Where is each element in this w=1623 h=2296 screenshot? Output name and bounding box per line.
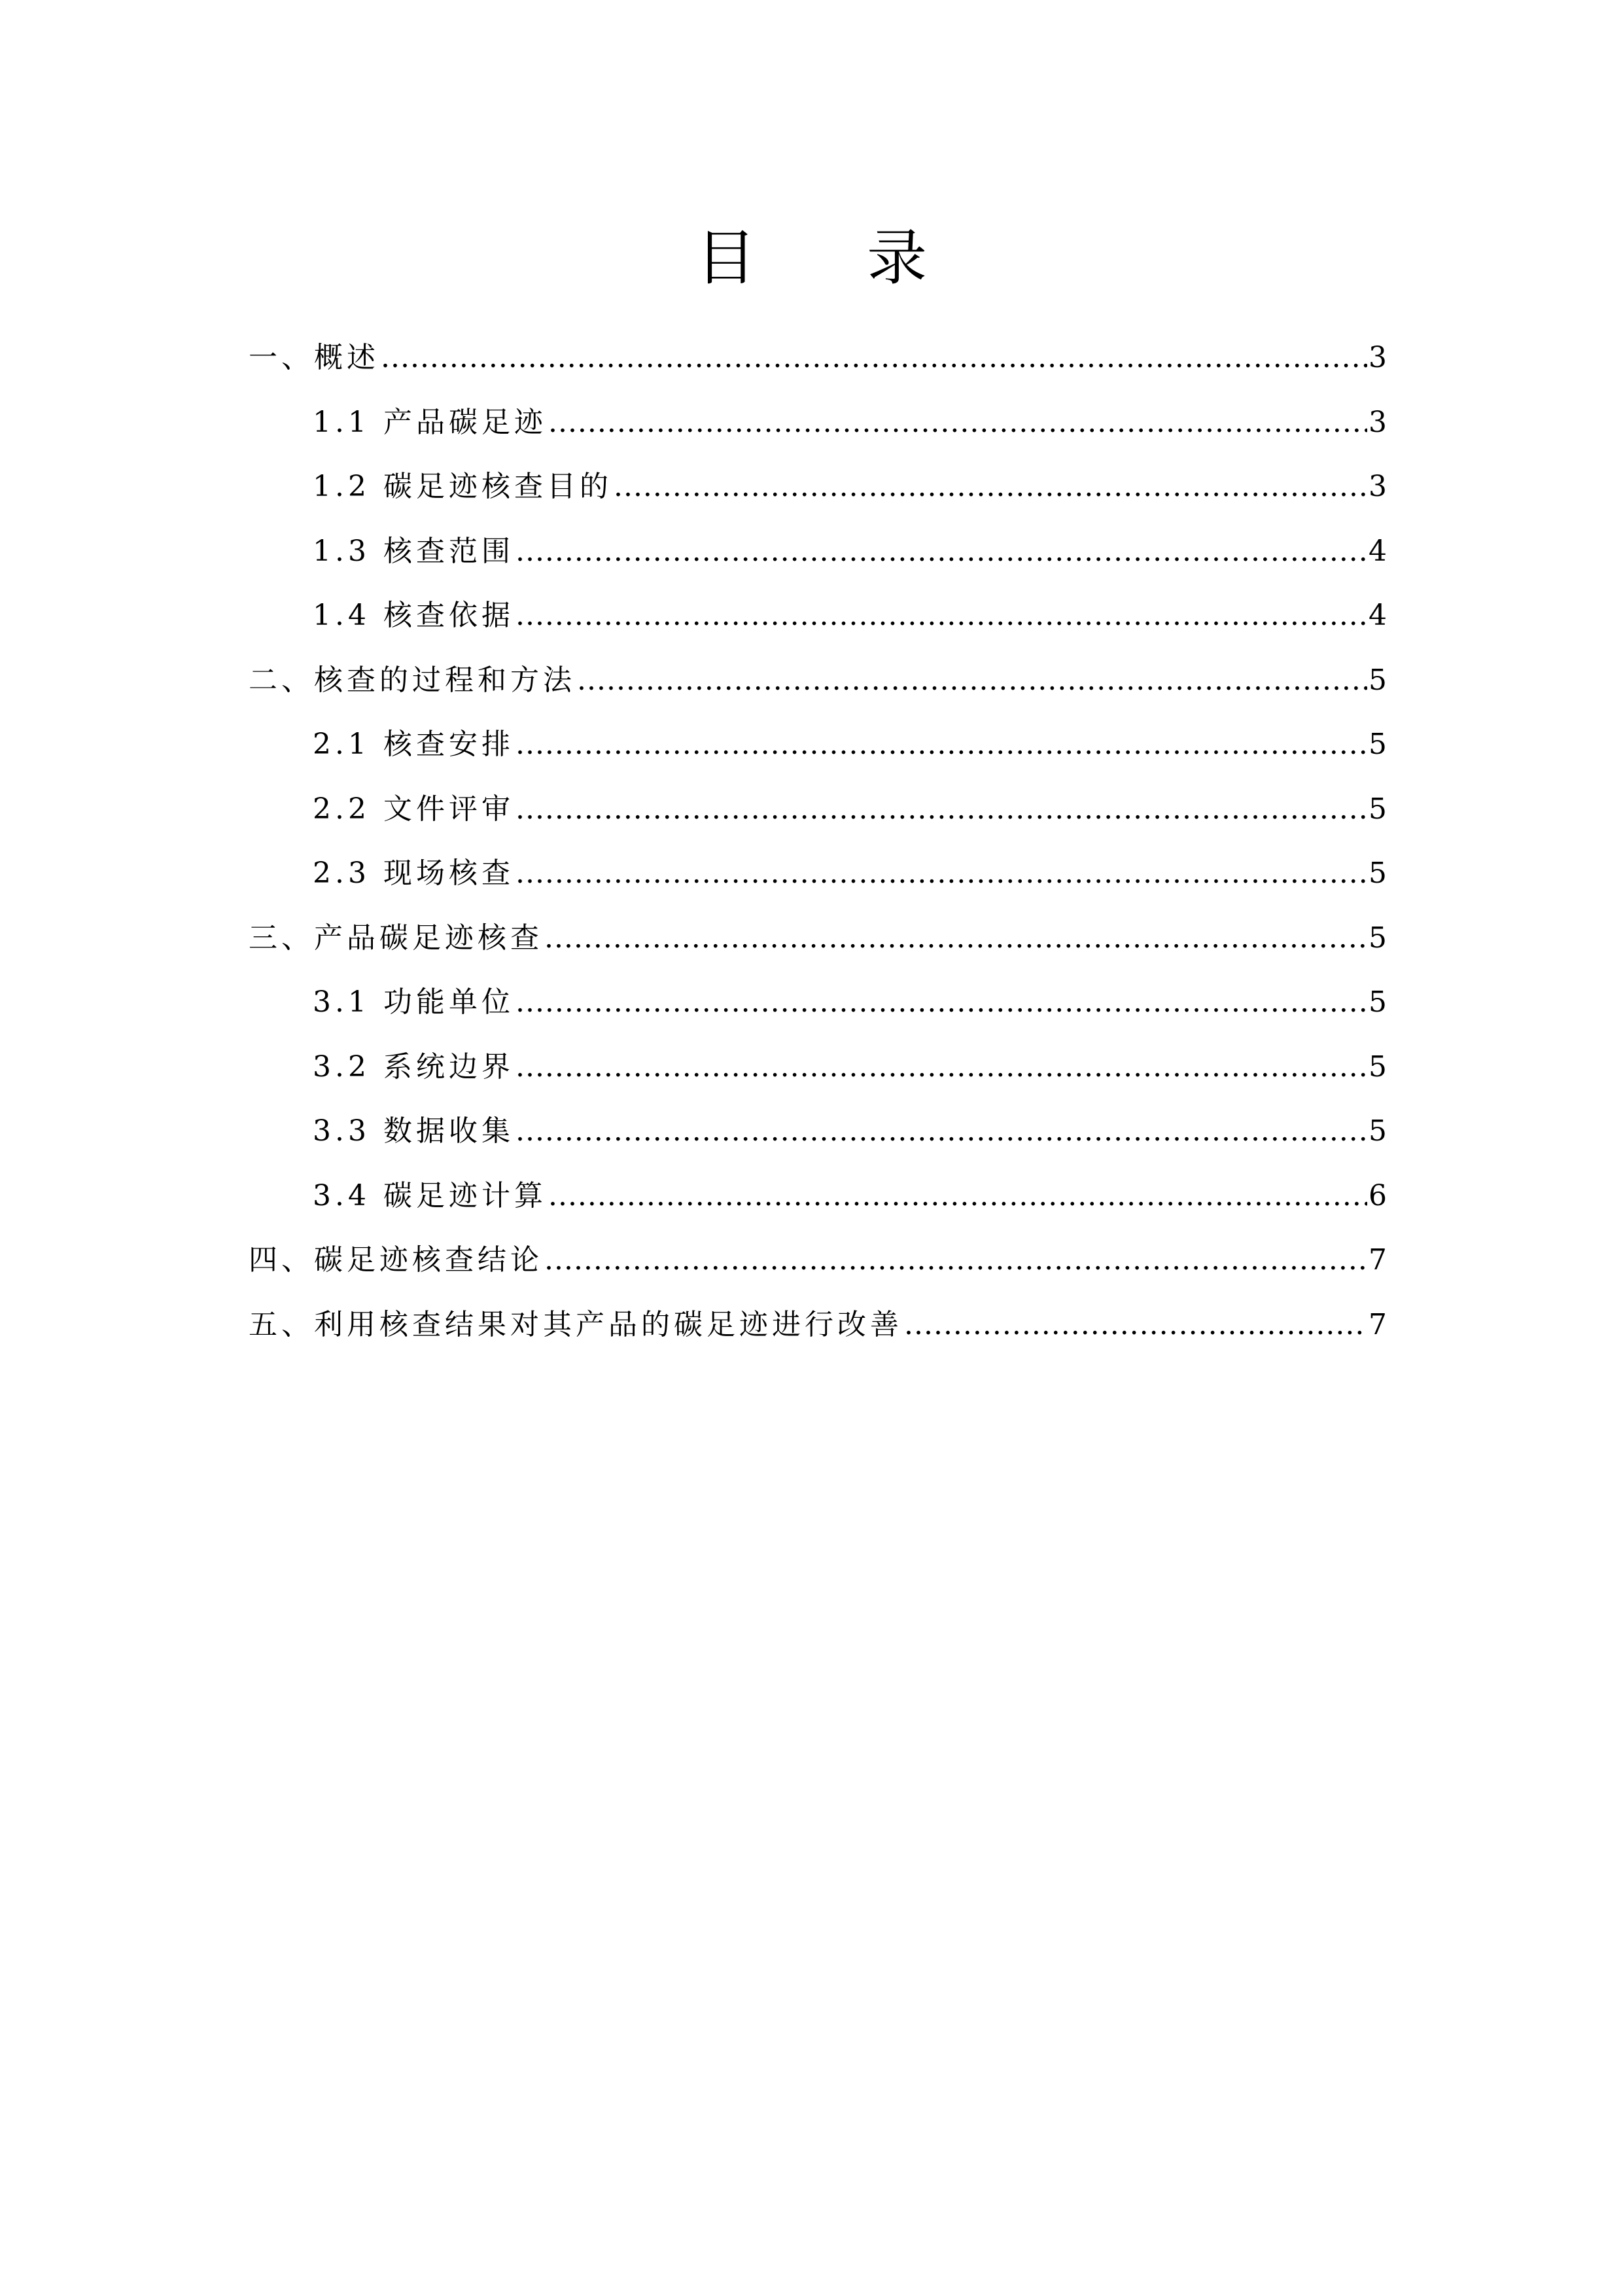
toc-page-number: 6	[1369, 1178, 1387, 1212]
toc-dot-leader	[515, 1099, 1367, 1164]
toc-dot-leader	[548, 1164, 1367, 1229]
toc-page-number: 3	[1369, 341, 1387, 374]
toc-dot-leader	[515, 970, 1367, 1035]
toc-entry-3-2[interactable]	[249, 1035, 1387, 1100]
toc-entry-2[interactable]	[249, 648, 1387, 713]
toc-entry-label: 1.4 核查依据	[313, 599, 514, 632]
toc-entry-3-3[interactable]	[249, 1099, 1387, 1164]
toc-dot-leader	[515, 777, 1367, 842]
toc-entry-1-1[interactable]	[249, 391, 1387, 455]
toc-entry-label: 3.4 碳足迹计算	[313, 1178, 547, 1212]
toc-entry-label: 1.2 碳足迹核查目的	[313, 470, 612, 503]
toc-dot-leader	[381, 326, 1367, 391]
toc-entry-label: 二、核查的过程和方法	[249, 663, 576, 697]
toc-entry-2-1[interactable]	[249, 713, 1387, 777]
toc-page-number: 7	[1369, 1243, 1387, 1277]
toc-entry-label: 1.1 产品碳足迹	[313, 405, 547, 439]
toc-entry-label: 2.3 现场核查	[313, 857, 514, 890]
toc-entry-3-1[interactable]	[249, 970, 1387, 1035]
table-of-contents	[249, 326, 1387, 1357]
toc-dot-leader	[544, 906, 1367, 971]
toc-dot-leader	[515, 584, 1367, 648]
toc-entry-label: 四、碳足迹核查结论	[249, 1243, 543, 1277]
toc-entry-label: 3.2 系统边界	[313, 1050, 514, 1084]
toc-page-number: 5	[1369, 663, 1387, 697]
toc-entry-2-2[interactable]	[249, 777, 1387, 842]
toc-entry-label: 3.1 功能单位	[313, 985, 514, 1019]
toc-entry-1-4[interactable]	[249, 584, 1387, 648]
toc-page-number: 5	[1369, 921, 1387, 955]
toc-entry-label: 五、利用核查结果对其产品的碳足迹进行改善	[249, 1307, 903, 1341]
toc-dot-leader	[515, 713, 1367, 777]
toc-entry-1-2[interactable]	[249, 455, 1387, 520]
toc-entry-1[interactable]	[249, 326, 1387, 391]
toc-page-number: 5	[1369, 857, 1387, 890]
toc-page-number: 4	[1369, 599, 1387, 632]
toc-dot-leader	[577, 648, 1367, 713]
toc-dot-leader	[614, 455, 1367, 520]
toc-page-number: 5	[1369, 792, 1387, 826]
toc-page-number: 3	[1369, 470, 1387, 503]
toc-entry-2-3[interactable]	[249, 841, 1387, 906]
toc-entry-label: 2.2 文件评审	[313, 792, 514, 826]
toc-page-number: 5	[1369, 1050, 1387, 1084]
toc-dot-leader	[548, 391, 1367, 455]
toc-page-number: 3	[1369, 405, 1387, 439]
toc-page-number: 5	[1369, 1114, 1387, 1148]
toc-dot-leader	[515, 841, 1367, 906]
toc-title: 目 录	[695, 223, 973, 293]
toc-dot-leader	[544, 1228, 1367, 1293]
toc-entry-1-3[interactable]	[249, 520, 1387, 584]
toc-page-number: 5	[1369, 985, 1387, 1019]
toc-entry-3-4[interactable]	[249, 1164, 1387, 1229]
toc-dot-leader	[515, 1035, 1367, 1100]
toc-page-number: 5	[1369, 728, 1387, 761]
toc-entry-3[interactable]	[249, 906, 1387, 971]
toc-dot-leader	[904, 1293, 1367, 1358]
toc-entry-4[interactable]	[249, 1228, 1387, 1293]
toc-entry-label: 3.3 数据收集	[313, 1114, 514, 1148]
toc-page-number: 7	[1369, 1307, 1387, 1341]
toc-page-number: 4	[1369, 534, 1387, 568]
toc-entry-label: 三、产品碳足迹核查	[249, 921, 543, 955]
toc-dot-leader	[515, 520, 1367, 584]
toc-entry-label: 2.1 核查安排	[313, 728, 514, 761]
toc-entry-label: 1.3 核查范围	[313, 534, 514, 568]
toc-entry-5[interactable]	[249, 1293, 1387, 1358]
toc-entry-label: 一、概述	[249, 341, 379, 374]
